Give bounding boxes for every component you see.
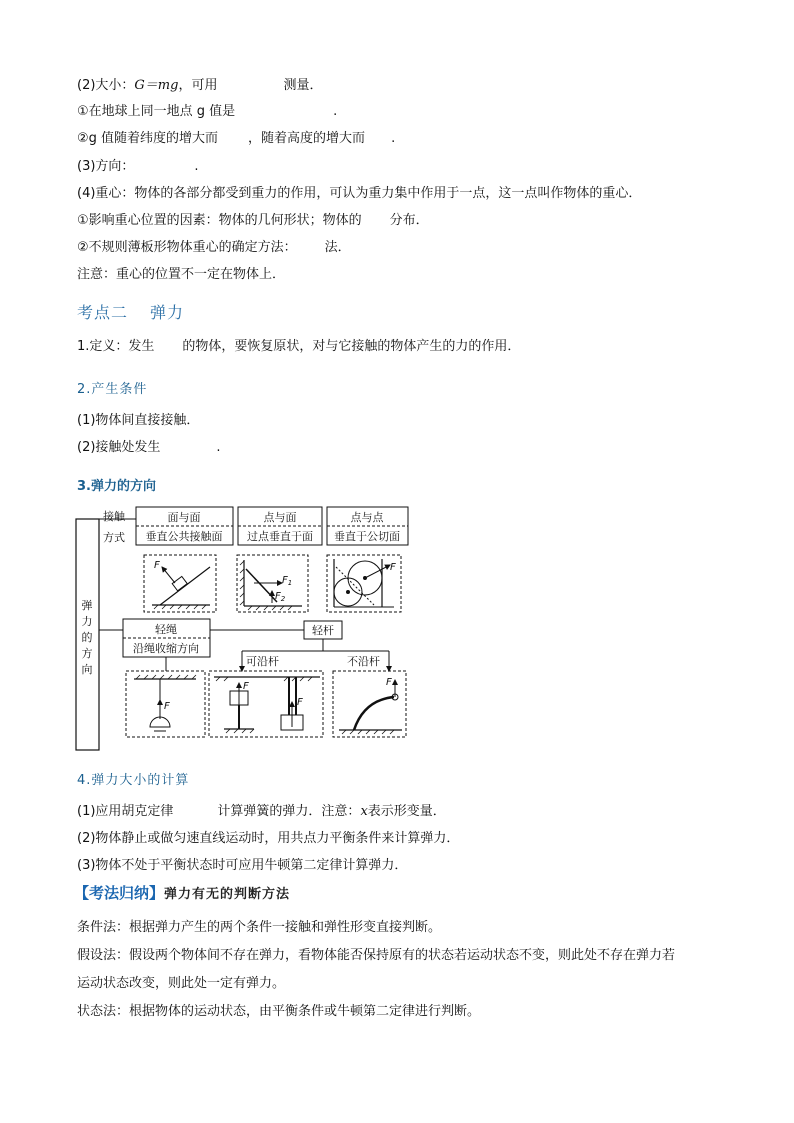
note-line: 注意：重心的位置不一定在物体上． [77, 267, 286, 282]
size-formula: G＝mg [134, 78, 179, 93]
force-balls: F [390, 562, 396, 573]
definition-a: 1.定义：发生 [77, 339, 155, 354]
force-bent-rod: F [386, 677, 392, 688]
calc-3: (3)物体不处于平衡状态时可应用牛顿第二定律计算弹力． [77, 858, 408, 873]
calc-1-b: 计算弹簧的弹力．注意： [217, 804, 361, 819]
section-number: 考点二 [77, 303, 129, 322]
method-title: 弹力有无的判断方法 [164, 887, 291, 902]
point-point-title: 点与点 [350, 511, 384, 524]
side-char-2: 力 [81, 615, 93, 628]
g-latitude-a: ②g 值随着纬度的增大而 [77, 131, 219, 146]
condition-2-end: . [216, 440, 221, 455]
center-method-line [77, 239, 351, 257]
section-name: 弹力 [150, 303, 185, 322]
condition-2: (2)接触处发生 [77, 440, 161, 455]
calc-1-a: (1)应用胡克定律 [77, 804, 174, 819]
contact-label-b: 方式 [103, 531, 125, 544]
method-3: 状态法：根据物体的运动状态，由平衡条件或牛顿第二定律进行判断。 [77, 1004, 481, 1019]
force-f1: $F_1$ [282, 575, 293, 587]
center-factor-b: 分布． [389, 213, 429, 228]
force-rod-2: F [297, 697, 303, 708]
elastic-direction-diagram [74, 505, 414, 755]
point-surface-title: 点与面 [263, 511, 297, 524]
force-rope: F [164, 701, 170, 712]
calc-title: 4.弹力大小的计算 [77, 773, 190, 788]
center-factor-line [77, 212, 429, 230]
condition-title: 2.产生条件 [77, 382, 148, 397]
contact-label-a: 接触 [103, 510, 125, 523]
direction-end: . [194, 159, 199, 174]
condition-2-line [77, 439, 221, 457]
section-title [77, 304, 184, 322]
force-slope: F [154, 560, 160, 571]
size-end: 测量． [283, 78, 323, 93]
method-tag: 【考法归纳】 [74, 884, 165, 902]
rod-title: 轻杆 [312, 624, 334, 637]
condition-1: (1)物体间直接接触． [77, 413, 200, 428]
along-rod-label: 可沿杆 [246, 655, 279, 668]
direction-label: (3)方向： [77, 159, 135, 174]
surface-surface-title: 面与面 [167, 511, 201, 524]
size-label: (2)大小： [77, 78, 135, 93]
definition-line [77, 338, 520, 356]
g-latitude-end: . [391, 131, 396, 146]
method-1: 条件法：根据弹力产生的两个条件一接触和弹性形变直接判断。 [77, 920, 442, 935]
side-char-5: 向 [81, 663, 93, 676]
force-rod-1: F [243, 681, 249, 692]
side-char-1: 弹 [81, 599, 93, 612]
side-char-3: 的 [81, 631, 93, 644]
not-along-rod-label: 不沿杆 [347, 655, 380, 668]
g-same-place: ①在地球上同一地点 g 值是 [77, 104, 236, 119]
calc-2: (2)物体静止或做匀速直线运动时，用共点力平衡条件来计算弹力． [77, 831, 460, 846]
direction-title: 3.弹力的方向 [77, 479, 156, 494]
calc-1-line [77, 803, 446, 821]
center-method-a: ②不规则薄板形物体重心的确定方法： [77, 240, 297, 255]
g-same-place-end: . [333, 104, 338, 119]
g-latitude-b: ，随着高度的增大而 [248, 131, 366, 146]
rope-title: 轻绳 [155, 623, 177, 636]
center-method-b: 法． [324, 240, 351, 255]
calc-1-x: x [360, 804, 368, 819]
size-line [77, 77, 323, 95]
method-2a: 假设法：假设两个物体间不存在弹力，看物体能否保持原有的状态若运动状态不变，则此处不存在弹力若 [77, 948, 676, 963]
img-box-rods [209, 671, 323, 737]
side-char-4: 方 [81, 647, 93, 660]
center-factor-a: ①影响重心位置的因素：物体的几何形状；物体的 [77, 213, 362, 228]
point-surface-rule: 过点垂直于面 [247, 530, 313, 543]
g-same-place-line [77, 103, 337, 121]
g-latitude-line [77, 130, 395, 148]
size-text: ，可用 [178, 78, 218, 93]
direction-line [77, 158, 199, 176]
method-title-line [74, 884, 290, 904]
rope-rule: 沿绳收缩方向 [133, 642, 199, 655]
surface-surface-rule: 垂直公共接触面 [145, 530, 223, 543]
definition-b: 的物体，要恢复原状，对与它接触的物体产生的力的作用． [182, 339, 521, 354]
center-line: (4)重心：物体的各部分都受到重力的作用，可认为重力集中作用于一点，这一点叫作物体的重心． [77, 186, 642, 201]
calc-1-c: 表示形变量． [367, 804, 446, 819]
force-f2: $F_2$ [275, 591, 286, 603]
method-2b: 运动状态改变，则此处一定有弹力。 [77, 976, 286, 991]
point-point-rule: 垂直于公切面 [334, 530, 400, 543]
